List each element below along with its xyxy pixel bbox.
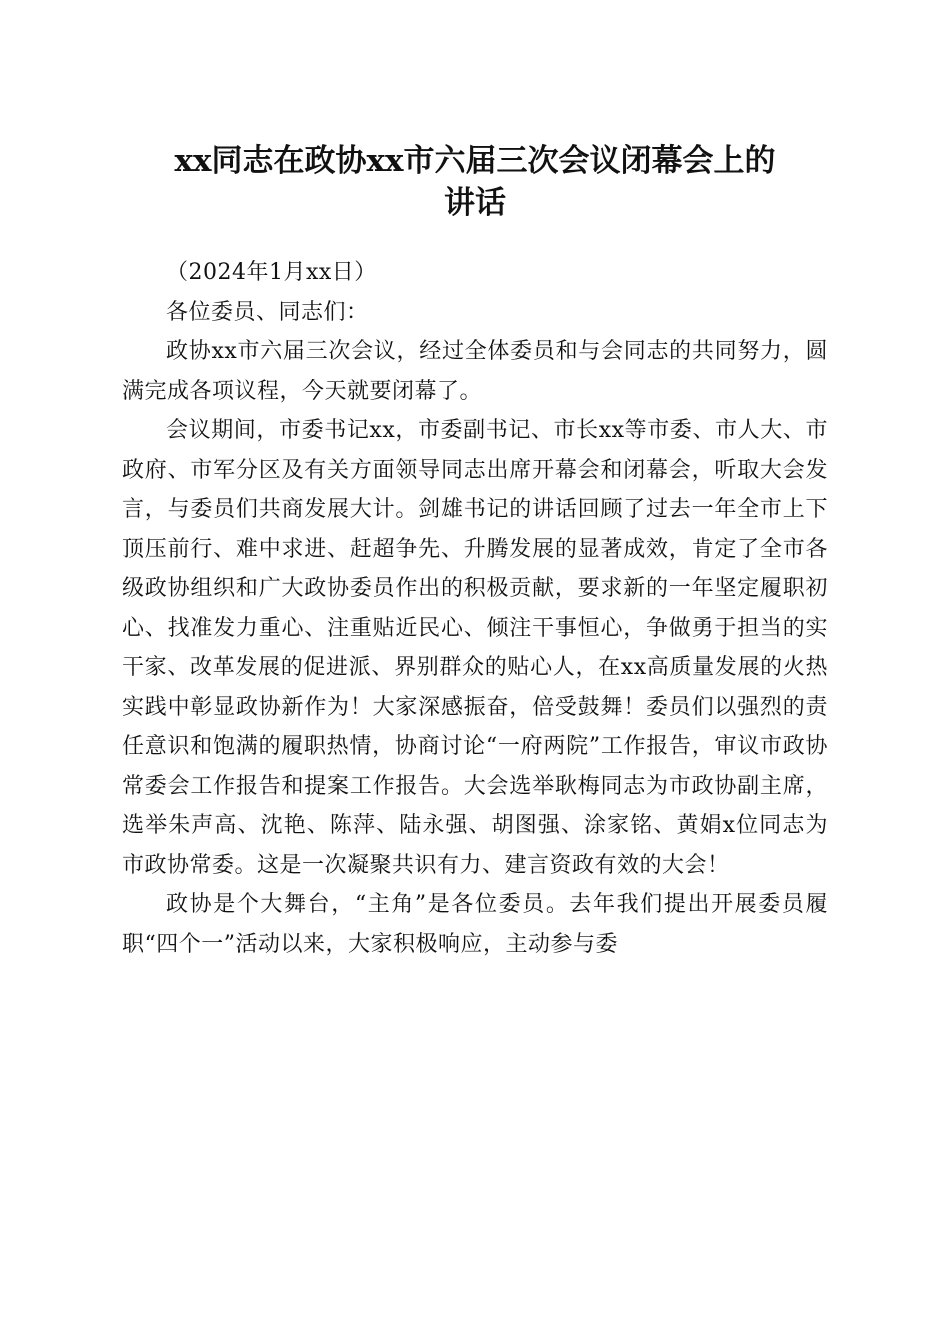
salutation: 各位委员、同志们：	[166, 299, 369, 325]
title-line-1: xx同志在政协xx市六届三次会议闭幕会上的	[174, 143, 776, 179]
paragraph-2: 会议期间，市委书记xx，市委副书记、市长xx等市委、市人大、市政府、市军分区及有关方面领导同志出席开幕会和闭幕会，听取大会发言，与委员们共商发展大计。剑雄书记的讲话回顾了过去一年全市上下顶压前行、难中求进、赶超争先、升腾发展的显著成效，肯定了全市各级政协组织和广大政协委员作出的积极贡献，要求新的一年坚定履职初心、找准发力重心、注重贴近民心、倾注干事恒心，争做勇于担当的实干家、改革发展的促进派、界别群众的贴心人，在xx高质量发展的火热实践中彰显政协新作为！大家深感振奋，倍受鼓舞！委员们以强烈的责任意识和饱满的履职热情，协商讨论“一府两院”工作报告，审议市政协常委会工作报告和提案工作报告。大会选举耿梅同志为市政协副主席，选举朱声高、沈艳、陈萍、陆永强、胡图强、涂家铭、黄娟x位同志为市政协常委。这是一次凝聚共识有力、建言资政有效的大会！	[122, 418, 828, 878]
document-body	[122, 253, 828, 964]
document-title	[110, 140, 840, 224]
title-line-2: 讲话	[444, 185, 506, 221]
speech-date: （2024年1月xx日）	[166, 260, 377, 285]
paragraph-1: 政协xx市六届三次会议，经过全体委员和与会同志的共同努力，圆满完成各项议程，今天就要闭幕了。	[122, 339, 828, 404]
paragraph-3: 政协是个大舞台，“主角”是各位委员。去年我们提出开展委员履职“四个一”活动以来，大家积极响应，主动参与委	[122, 892, 828, 957]
